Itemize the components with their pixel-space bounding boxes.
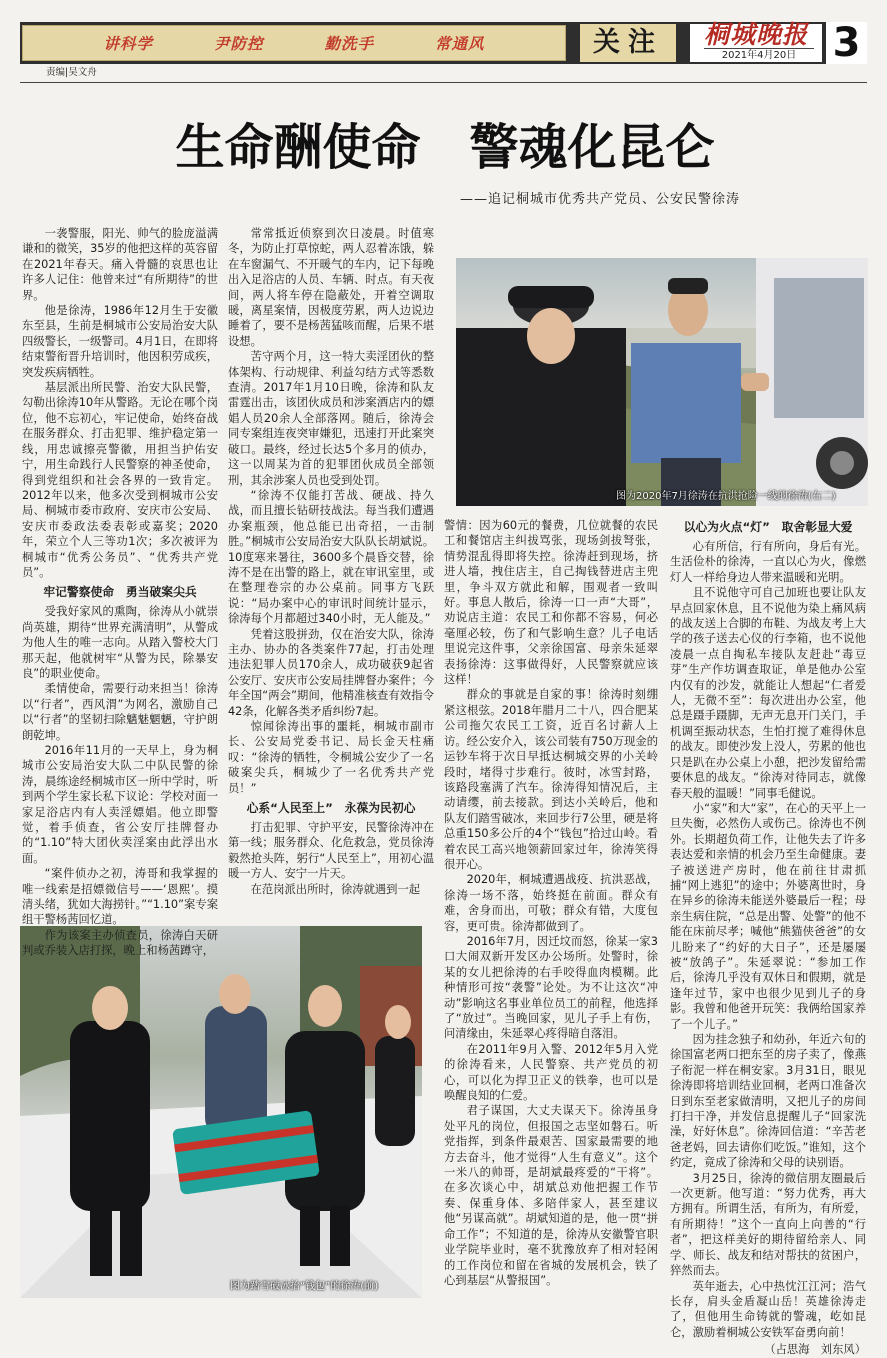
col1-paragraph-5: 柔情使命，需要行动来担当！徐涛以“行者”，西风渭”为网名，激励自己以“行者”的坚韧扫除魑魅魍魉，守护朗朗乾坤。 bbox=[22, 682, 218, 742]
col2-paragraph-2: 苦守两个月，这一特大卖淫团伙的整体架构、行动规律、利益勾结方式等悉数查清。2017年1月10日晚，徐涛和队友雷霆出击，该团伙成员和涉案酒店内的嫖娼人员20余人全部落网。随后，徐涛会同专案组连夜突审嫌犯，迅速打开此案突破口。最终，经过长达5个多月的侦办，这一以周某为首的犯罪团伙成员全部领刑，其余涉案人员也受到处罚。 bbox=[228, 350, 434, 487]
issue-date: 2021年4月20日 bbox=[704, 48, 814, 61]
slogan-item-2: 尹防控 bbox=[213, 34, 264, 53]
paper-name-logo: 桐城晚报 bbox=[703, 20, 808, 49]
col1-paragraph-1: 一袭警服，阳光、帅气的脸庞溢满谦和的微笑，35岁的他把这样的英容留在2021年春天。痛入骨髓的哀思也让许多人记住：他曾来过“有所期待”的世界。 bbox=[22, 227, 218, 302]
editor-credit: 责编|吴文舟 bbox=[46, 67, 97, 78]
col3-paragraph-2: 群众的事就是自家的事！徐涛时刻绷紧这根弦。2018年腊月二十八，四合肥某公司拖欠农民工工资，近百名讨薪人上访。经公安介入，该公司装有750万现金的运钞车将于次日早抵达桐城交界的小关岭段时，堵得寸步难行。彼时，冰雪封路，该路段塞满了汽车。徐涛得知情况后，主动请缨，前去接款。到达小关岭后，他和队友们踏雪破冰，来回步行7公里，硬是将总重150多公斤的4个“钱包”拾过山岭。看着农民工高兴地领薪回家过年，徐涛笑得很开心。 bbox=[444, 688, 658, 871]
photo-flood-caption: 图为2020年7月徐涛在抗洪抢险一线的徐涛(右二) bbox=[616, 491, 836, 502]
col2-paragraph-4: 凭着这股拼劲，仅在治安大队，徐涛主办、协办的各类案件77起，打击处理违法犯罪人员170余人，成功破获9起省公安厅、安庆市公安局挂牌督办案件；今年全国“两会”期间，他精准核查有效指令42条，化解各类矛盾纠纷7起。 bbox=[228, 627, 434, 718]
col3-paragraph-1: 警情：因为60元的餐费，几位就餐的农民工和餐馆店主纠拔骂张，现场剑拔弩张，情势混乱得即将失控。徐涛赶到现场，挤进人墙，拽住店主，自己掏钱替进店主兜里，争斗双方就此和解，围观者一致叫好。事息人散后，徐涛一口一声“大哥”，劝说店主道：农民工和你都不容易，何必毫厘必较，伤了和气影响生意？儿子电话里说完这件事，父亲徐国富、母亲朱延翠表扬徐涛：这事做得好，人民警察就应该这样！ bbox=[444, 519, 658, 687]
col3-paragraph-6: 君子谋国，大丈夫谋天下。徐涛虽身处平凡的岗位，但报国之志坚如磐石。听党指挥，到条件最艰苦、国家最需要的地方去奋斗，他才觉得“人生有意义”。这个一米八的帅哥，是胡斌最疼爱的“干将”。在多次谈心中，胡斌总劝他把握工作节奏、保重身体、多陪伴家人，甚至建议他“另谋高就”。胡斌知道的是，他一贯“拼命工作”；不知道的是，徐涛从安徽警官职业学院毕业时，毫不犹豫放弃了相对轻闲的工作岗位和留在省城的发展机会，铁了心到基层“从警报国”。 bbox=[444, 1104, 658, 1287]
col4-subheading: 以心为火点“灯” 取舍彰显大爱 bbox=[683, 520, 853, 534]
col4-paragraph-4: 因为挂念独子和幼孙，年近六旬的徐国富老两口把东至的房子卖了，像燕子衔泥一样在桐安家。3月31日，眼见徐涛即将培训结业回桐，老两口准备次日到东至老家做清明，又把儿子的房间打扫干净，并发信息提醒儿子“回家洗澡，好好休息”。徐涛回信道：“辛苦老爸老妈，回去请你们吃饭。”谁知，这个约定，竟成了徐涛和父母的诀别语。 bbox=[670, 1033, 866, 1170]
photo-snow-carry bbox=[20, 926, 422, 1298]
col4-paragraph-1: 心有所信，行有所向，身后有光。生活俭朴的徐涛，一直以心为火，像燃灯人一样给身边人带来温暖和光明。 bbox=[670, 540, 866, 584]
slogan-item-4: 常通风 bbox=[434, 34, 485, 53]
headline: 生命酬使命 警魂化昆仑 bbox=[175, 118, 715, 176]
article-column-1 bbox=[22, 226, 218, 958]
slogan-item-1: 讲科学 bbox=[103, 34, 153, 53]
col1-paragraph-7: “案件侦办之初，涛哥和我掌握的唯一线索是招嫖微信号——‘恩熙’。摸清头绪，犹如大海捞针。”“1.10”案专案组干警杨茜回忆道。 bbox=[22, 867, 218, 927]
col1-subheading: 牢记警察使命 勇当破案尖兵 bbox=[43, 585, 197, 600]
col2-paragraph-7: 在范岗派出所时，徐涛就遇到一起 bbox=[250, 882, 421, 896]
article-column-3 bbox=[444, 518, 658, 1298]
col3-paragraph-5: 在2011年9月入警、2012年5月入党的徐涛看来，人民警察、共产党员的初心，可以化为捍卫正义的铁拳，也可以是唤醒良知的仁爱。 bbox=[444, 1042, 658, 1103]
header-rule bbox=[20, 82, 867, 83]
col4-paragraph-2: 且不说他守可自己加班也要让队友早点回家休息，且不说他为染上痛风病的战友送上合脚的布鞋、为战友考上大学的孩子送去心仪的行李箱，也不说他凌晨一点自掏私车接队友赶赴“毒豆芽”生产作坊调查取证，单是他办公室内仅有的沙发，就能让人想起“仁者爱人，无微不至”：每次进出办公室，他总是蹑手蹑脚，无声无息开门关门，手机调至振动状态，生怕打搅了难得休息的战友。即使沙发上没人，劳累的他也只是趴在办公桌上小憩，把沙发留给需要休息的战友。“徐涛对待同志，就像春天般的温暖！”同事毛健说。 bbox=[670, 586, 866, 800]
col2-paragraph-6: 打击犯罪、守护平安，民警徐涛冲在第一线；服务群众、化危救急，党员徐涛毅然抢头阵，躬行“人民至上”，用初心温暖一方人、安宁一片天。 bbox=[228, 821, 434, 881]
col1-paragraph-2: 他是徐涛，1986年12月生于安徽东至县，生前是桐城市公安局治安大队四级警长，一级警司。4月1日，在即将结束警衔晋升培训时，他因积劳成疾，突发疾病牺牲。 bbox=[22, 304, 218, 379]
col1-paragraph-8: 作为该案主办侦查员，徐涛白天研判或乔装入店打探，晚上和杨茜蹲守， bbox=[22, 928, 218, 958]
col4-paragraph-6: 英年逝去，心中热忱江江河；浩气长存，肩头金盾凝山岳！英雄徐涛走了，但他用生命铸就的警魂，屹如昆仑，激励着桐城公安铁军奋勇向前！ bbox=[670, 1279, 866, 1339]
col4-paragraph-3: 小“家”和大“家”，在心的天平上一旦失衡，必然伤人或伤己。徐涛也不例外。长期超负荷工作，让他失去了许多表达爱和亲情的机会乃至生命健康。妻子被送进产房时，他在前往甘肃抓捕“网上逃犯”的途中；外婆离世时，身在异乡的徐涛未能送外婆最后一程；母亲生病住院，“总是出警、处警”的他不能在床前尽孝；喊他“熊猫侠爸爸”的女儿盼来了“约好的大日子”，还是屡屡被“放鸽子”。朱延翠说：“参加工作后，徐涛几乎没有双休日和假期，就是逢年过节，家中也很少见到儿子的身影。我曾和他爸开玩笑：我俩给国家养了一个儿子。” bbox=[670, 801, 866, 1031]
col4-paragraph-5: 3月25日，徐涛的微信朋友圈最后一次更新。他写道：“努力优秀，再大方拥有。所谓生活，有所为，有所爱，有所期待！”这个一直向上向善的“行者”，把这样美好的期待留给亲人、同学、师长、战友和结对帮扶的贫困户，猝然而去。 bbox=[670, 1171, 866, 1278]
col2-paragraph-1: 常常抵近侦察到次日凌晨。时值寒冬，为防止打草惊蛇，两人忍着冻饿，躲在车窗漏气、不开暖气的车内，记下每晚出入足浴店的人员、车辆、时点。有天夜间，两人将车停在隐蔽处，开着空调取暖，离星案情，因极度劳累，两人边说边睡着了，要不是杨茜猛咳而醒，后果不堪设想。 bbox=[228, 227, 434, 348]
col1-paragraph-6: 2016年11月的一天早上，身为桐城市公安局治安大队二中队民警的徐涛，晨练途经桐城市区一所中学时，听到两个学生家长私下议论：学校对面一家足浴店内有人卖淫嫖娼。他立即警觉，着手侦查，省公安厅挂牌督办的“1.10”特大团伙卖淫案由此浮出水面。 bbox=[22, 744, 218, 865]
photo-flood-rescue bbox=[456, 258, 868, 506]
col1-paragraph-3: 基层派出所民警、治安大队民警，勾勒出徐涛10年从警路。无论在哪个岗位，他不忘初心，牢记使命，始终奋战在服务群众、打击犯罪、维护稳定第一线，用忠诚擦亮警徽，用担当护佑安宁，用生命践行人民警察的神圣使命，得到党组织和社会各界的一致肯定。2012年以来，他多次受到桐城市公安局、桐城市委市政府、安庆市公安局、安庆市委政法委表彰或嘉奖；2020年，荣立个人三等功1次；多次被评为桐城市“优秀公务员”、“优秀共产党员”。 bbox=[22, 381, 218, 579]
slogan-banner bbox=[22, 25, 566, 61]
col2-subheading: 心系“人民至上” 永葆为民初心 bbox=[246, 801, 416, 816]
flood-rescue-illustration bbox=[456, 258, 868, 506]
subheadline: ——追记桐城市优秀共产党员、公安民警徐涛 bbox=[459, 192, 740, 207]
section-label: 关注 bbox=[580, 24, 676, 62]
page-number: 3 bbox=[826, 22, 867, 64]
col2-paragraph-5: 惊闻徐涛出事的噩耗，桐城市副市长、公安局党委书记、局长金天柱痛叹：“徐涛的牺牲，令桐城公安少了一名破案尖兵，桐城少了一名优秀共产党员！” bbox=[228, 720, 434, 795]
col3-paragraph-4: 2016年7月，因迁坟而怒，徐某一家3口大闹双新开发区办公场所。处警时，徐某的女儿把徐涛的右手咬得血肉模糊。此种情形可按“袭警”论处。为不让这次“冲动”影响这名事业单位员工的前程，他选择了“放过”。当晚回家，见儿子手上有伤，问清缘由，朱延翠心疼得暗自落泪。 bbox=[444, 934, 658, 1041]
slogan-item-3: 勤洗手 bbox=[324, 34, 374, 53]
article-column-4 bbox=[670, 518, 866, 1357]
article-column-2 bbox=[228, 226, 434, 918]
photo-snow-caption: 图为踏雪破冰抬“钱包”的徐涛(前) bbox=[230, 1281, 379, 1292]
col1-paragraph-4: 受我好家风的熏陶，徐涛从小就崇尚英雄，期待“世界充满清明”，从警成为他人生的唯一志向。从踏入警校大门那天起，他就树牢“从警为民，除暴安良”的职业使命。 bbox=[22, 605, 218, 680]
snow-carry-illustration bbox=[20, 926, 422, 1298]
article-byline: （占思海 刘东风） bbox=[764, 1343, 866, 1357]
col3-paragraph-3: 2020年，桐城遭遇战疫、抗洪恶战，徐涛一场不落，始终挺在前面。群众有难，舍身而出，可敬；群众有错，大度包容，更可贵。徐涛都做到了。 bbox=[444, 873, 658, 933]
col2-paragraph-3: “徐涛不仅能打苦战、硬战、持久战，而且擅长钻研技战法。每当我们遭遇办案瓶颈，他总能已出奇招，一击制胜。”桐城市公安局治安大队队长胡斌说。10度寒来暑往，3600多个晨昏交替，徐涛不是在出警的路上，就在审讯室里，或在整理卷宗的办公桌前。同事方飞跃说：“局办案中心的审讯时间统计显示，徐涛每个月都超过340小时，无人能及。” bbox=[228, 488, 434, 626]
